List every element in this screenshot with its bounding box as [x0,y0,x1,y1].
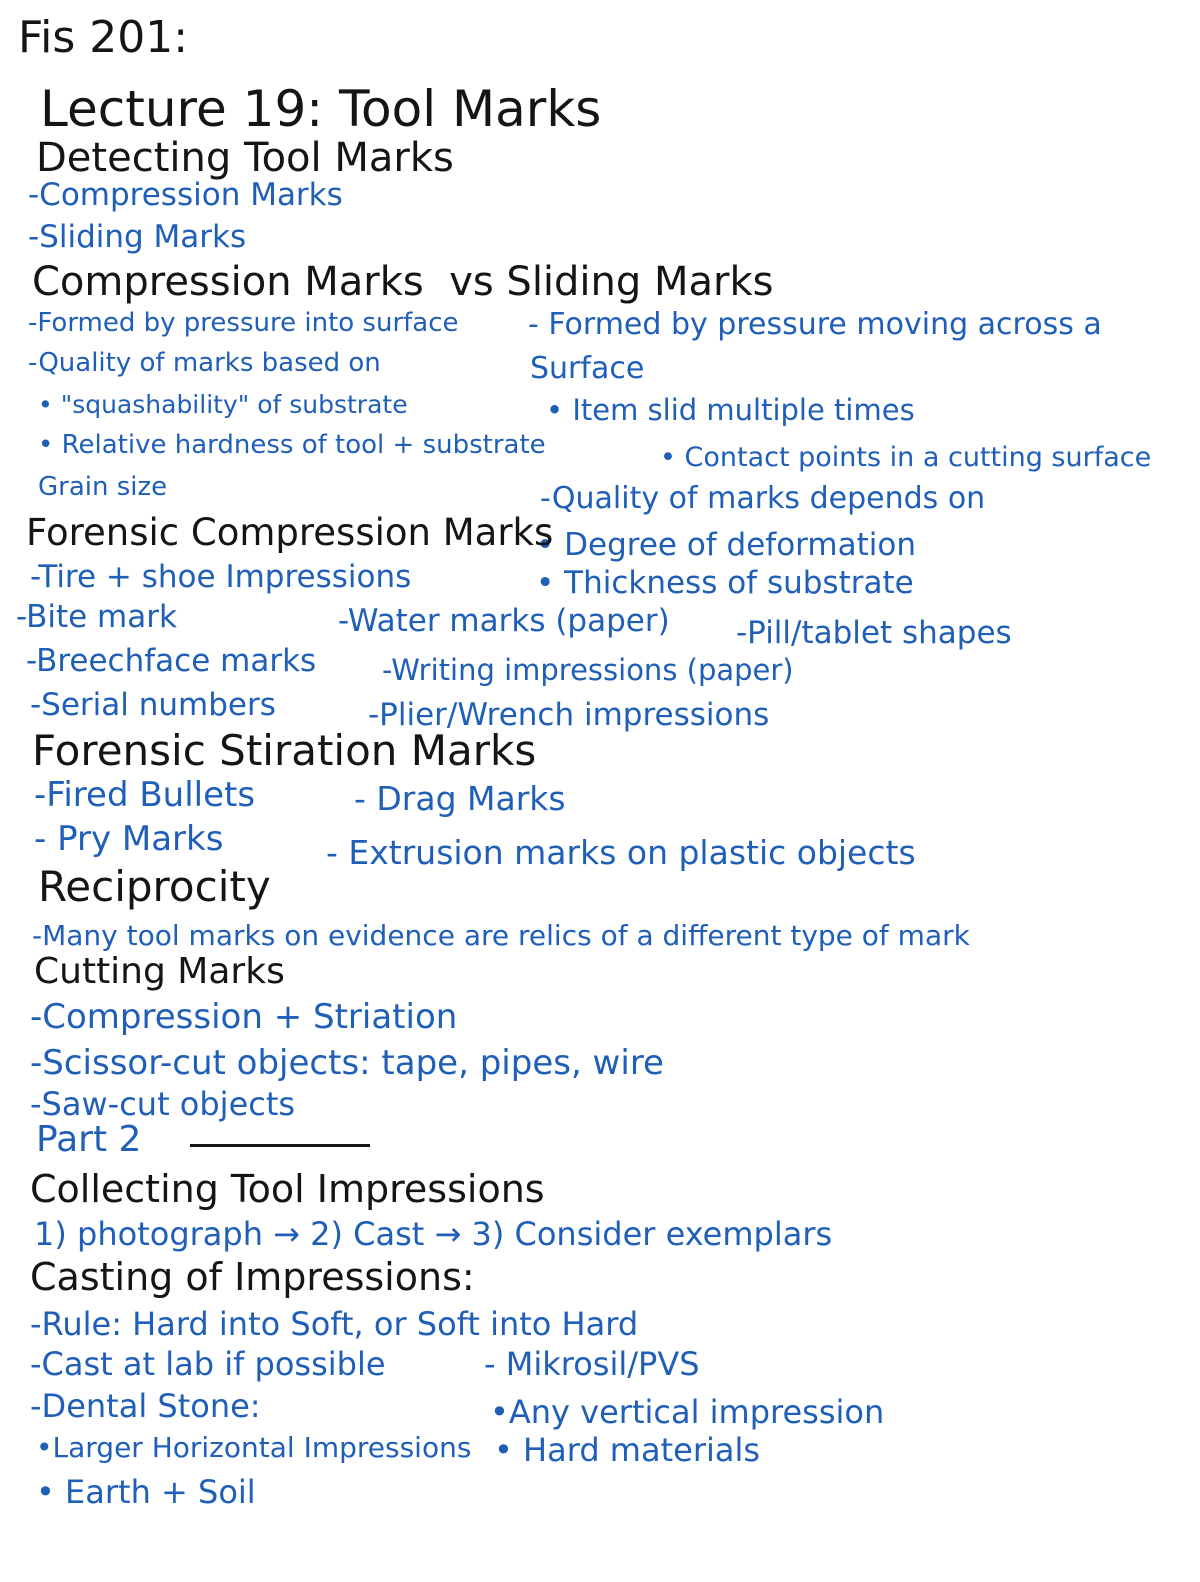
compression-bullet: • "squashability" of substrate [38,390,408,419]
sliding-point: -Quality of marks depends on [540,481,986,516]
forensic-striation-item: - Extrusion marks on plastic objects [326,833,916,872]
cutting-item: -Compression + Striation [30,997,458,1037]
forensic-striation-item: -Fired Bullets [34,775,256,815]
compression-point: -Formed by pressure into surface [28,308,459,338]
sliding-bullet: • Item slid multiple times [546,393,915,427]
detecting-item: -Compression Marks [28,177,343,213]
sliding-point: - Formed by pressure moving across a [528,307,1102,342]
compression-marks-title: Compression Marks [32,259,424,305]
sliding-bullet: • Thickness of substrate [536,565,914,601]
cutting-item: -Scissor-cut objects: tape, pipes, wire [30,1043,664,1083]
forensic-compression-item: -Writing impressions (paper) [382,653,794,687]
forensic-striation-heading: Forensic Stiration Marks [32,726,537,775]
reciprocity-item: -Many tool marks on evidence are relics of a different type of mark [32,919,970,952]
casting-item: - Mikrosil/PVS [484,1345,700,1383]
forensic-compression-item: -Water marks (paper) [338,603,670,639]
compression-vs-heading [32,259,774,305]
forensic-compression-heading: Forensic Compression Marks [26,511,554,554]
sliding-bullet: • Degree of deformation [536,527,916,563]
sliding-bullet: • Contact points in a cutting surface [660,442,1152,473]
forensic-striation-item: - Drag Marks [354,779,566,818]
detecting-heading: Detecting Tool Marks [36,135,454,181]
part-2-label: Part 2 [36,1119,142,1160]
part-2-divider [190,1144,370,1147]
course-code: Fis 201: [18,12,189,63]
compression-bullet: • Relative hardness of tool + substrate [38,430,546,460]
casting-bullet: • Hard materials [494,1431,761,1469]
collecting-heading: Collecting Tool Impressions [30,1167,545,1211]
forensic-compression-item: -Pill/tablet shapes [736,615,1012,651]
casting-bullet: •Any vertical impression [490,1393,885,1431]
grain-size: Grain size [38,472,168,502]
lecture-title: Lecture 19: Tool Marks [40,80,602,138]
casting-rule: -Rule: Hard into Soft, or Soft into Hard [30,1305,639,1343]
sliding-point-cont: Surface [530,351,645,386]
detecting-item: -Sliding Marks [28,219,247,255]
sliding-marks-title: Sliding Marks [506,259,774,305]
forensic-compression-item: -Tire + shoe Impressions [30,559,412,595]
forensic-compression-item: -Plier/Wrench impressions [368,697,770,733]
forensic-compression-item: -Serial numbers [30,687,276,723]
cutting-heading: Cutting Marks [34,951,285,992]
forensic-compression-item: -Bite mark [16,599,177,635]
forensic-compression-item: -Breechface marks [26,643,317,679]
vs-label: vs [449,259,494,305]
casting-bullet: • Earth + Soil [36,1473,256,1511]
casting-heading: Casting of Impressions: [30,1255,475,1299]
casting-item: -Dental Stone: [30,1387,261,1425]
casting-item: -Cast at lab if possible [30,1345,386,1383]
cutting-item: -Saw-cut objects [30,1085,296,1123]
compression-point: -Quality of marks based on [28,348,381,378]
reciprocity-heading: Reciprocity [38,862,271,911]
forensic-striation-item: - Pry Marks [34,819,224,859]
casting-bullet: •Larger Horizontal Impressions [36,1431,472,1464]
collecting-steps: 1) photograph → 2) Cast → 3) Consider exemplars [34,1215,833,1253]
